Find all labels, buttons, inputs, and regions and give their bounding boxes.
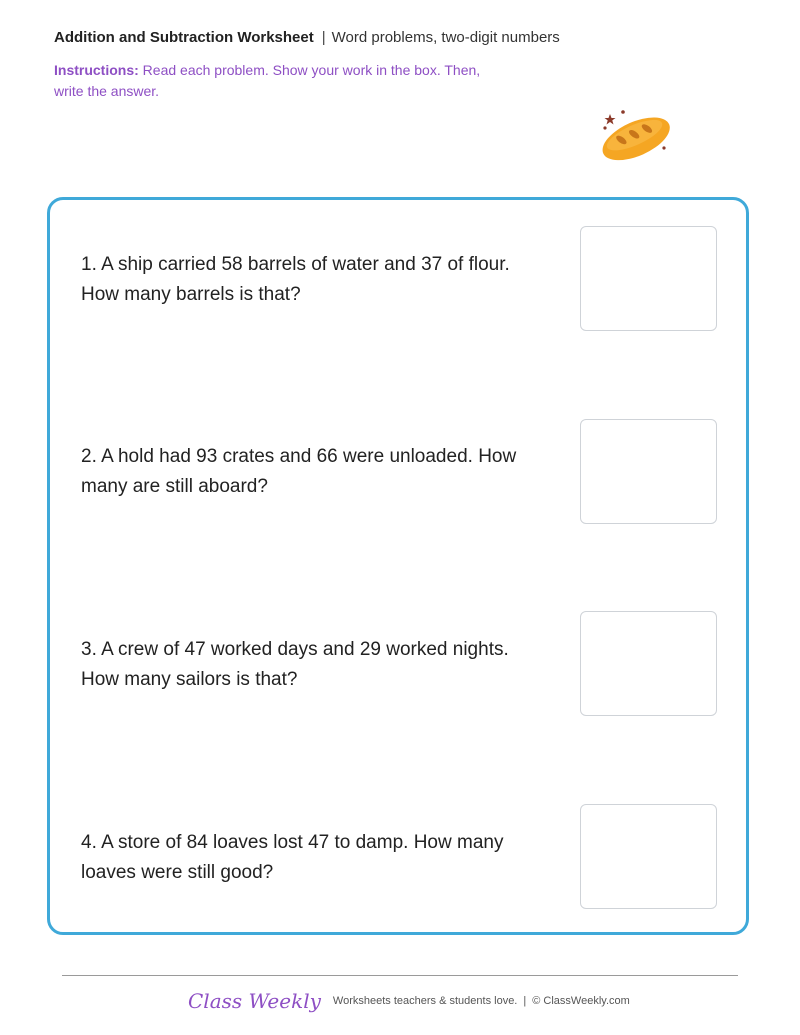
instructions-text-line2: write the answer. [54, 83, 160, 99]
sparkle-dot [662, 146, 665, 149]
problem-2 [81, 442, 561, 502]
instructions-label: Instructions: [54, 62, 139, 78]
problem-2-line1: 2. A hold had 93 crates and 66 were unloaded. How [81, 446, 517, 467]
footer-tagline: Worksheets teachers & students love. [332, 995, 518, 1007]
worksheet-title: Addition and Subtraction Worksheet [54, 29, 314, 46]
answer-box-1[interactable] [580, 226, 717, 331]
problem-4 [81, 828, 561, 888]
bread-icon [596, 104, 678, 168]
footer [188, 986, 630, 1016]
problem-2-line2: many are still aboard? [81, 476, 268, 497]
sparkle-dot [621, 110, 625, 114]
answer-box-4[interactable] [580, 804, 717, 909]
title-separator: | [321, 29, 326, 46]
problem-1-line2: How many barrels is that? [81, 284, 301, 305]
sparkle-star [605, 114, 616, 125]
footer-divider [62, 975, 738, 976]
brand-logo: Class Weekly [188, 989, 321, 1013]
problem-4-line1: 4. A store of 84 loaves lost 47 to damp. How many [81, 832, 504, 853]
problem-3 [81, 635, 561, 695]
worksheet-subtitle: Word problems, two-digit numbers [331, 29, 560, 46]
problem-4-line2: loaves were still good? [81, 862, 274, 883]
answer-box-3[interactable] [580, 611, 717, 716]
problem-1-line1: 1. A ship carried 58 barrels of water and 37 of flour. [81, 254, 510, 275]
problem-3-line1: 3. A crew of 47 worked days and 29 worked nights. [81, 639, 509, 660]
problem-3-line2: How many sailors is that? [81, 669, 298, 690]
problem-1 [81, 250, 561, 310]
footer-separator: | [523, 995, 527, 1007]
footer-copyright: © ClassWeekly.com [532, 995, 630, 1007]
worksheet-header [54, 28, 754, 48]
problems-card [47, 197, 749, 935]
sparkle-dot [603, 126, 606, 129]
answer-box-2[interactable] [580, 419, 717, 524]
instructions-text-line1: Read each problem. Show your work in the box. Then, [142, 62, 481, 78]
instructions [54, 60, 554, 102]
